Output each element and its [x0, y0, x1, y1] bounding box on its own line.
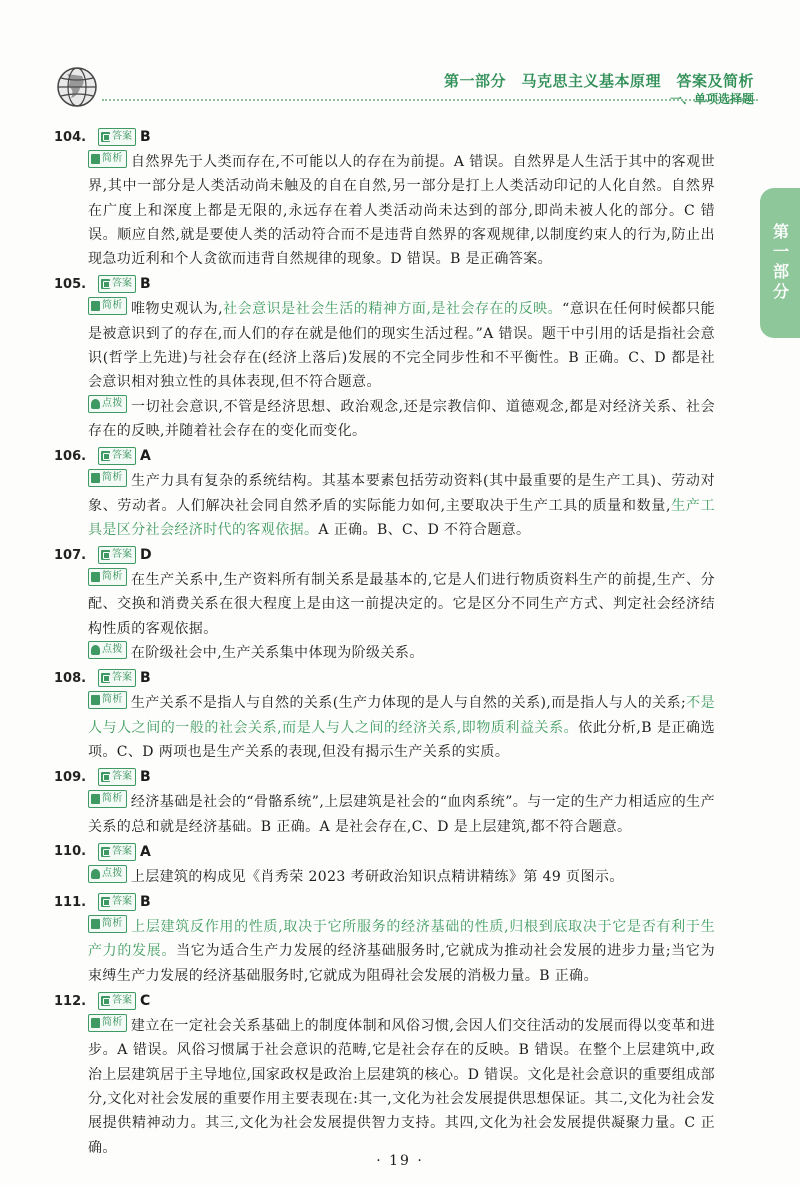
answer-tag: 答案: [98, 447, 136, 465]
analysis-tag: 简析: [88, 568, 127, 586]
answer-letter: A: [140, 843, 151, 860]
pencil-icon: [101, 451, 110, 461]
analysis-tag: 简析: [88, 691, 127, 709]
answer-letter: C: [140, 993, 151, 1010]
pencil-icon: [101, 550, 110, 560]
question-106: [54, 443, 715, 542]
tip-tag: 点拨: [88, 641, 127, 659]
tip-text: 点拨 上层建筑的构成见《肖秀荣 2023 考研政治知识点精讲精练》第 49 页图示。: [88, 865, 715, 889]
tip-text: 点拨 在阶级社会中,生产关系集中体现为阶级关系。: [88, 641, 715, 665]
question-112: [54, 988, 715, 1160]
question-105: [54, 271, 715, 443]
answer-tag: 答案: [98, 893, 136, 911]
question-104: [54, 124, 715, 271]
analysis-text: 简析 在生产关系中,生产资料所有制关系是最基本的,它是人们进行物质资料生产的前提,生产、分配、交换和消费关系在很大程度上是由这一前提决定的。它是区分不同生产方式、判定社会经济结构性质的客观依据。: [88, 568, 715, 641]
header-title: 第一部分 马克思主义基本原理 答案及简析: [443, 72, 754, 90]
analysis-text: 简析 建立在一定社会关系基础上的制度体制和风俗习惯,会因人们交往活动的发展而得以变革和进步。A 错误。风俗习惯属于社会意识的范畴,它是社会存在的反映。B 错误。在整个上层建筑中,政治上层建筑居于主导地位,国家政权是政治上层建筑的核心。D 错误。文化是社会意识的重要组成部分,文化对社会发展的重要作用主要表现在:其一,文化为社会发展提供思想保证。其二,文化为社会发展提供精神动力。其三,文化为社会发展提供智力支持。其四,文化为社会发展提供凝聚力量。C 正确。: [88, 1014, 715, 1160]
question-number: 107.: [54, 547, 87, 563]
lightbulb-icon: [91, 399, 100, 409]
question-number: 106.: [54, 448, 87, 464]
question-number: 112.: [54, 993, 87, 1009]
highlight-text: 社会意识是社会生活的精神方面,是社会存在的反映。: [222, 301, 563, 318]
pencil-icon: [101, 279, 110, 289]
analysis-text: 简析 生产关系不是指人与自然的关系(生产力体现的是人与自然的关系),而是指人与人的关系;不是人与人之间的一般的社会关系,而是人与人之间的经济关系,即物质利益关系。依此分析,B 是正确选项。C、D 两项也是生产关系的表现,但没有揭示生产关系的实质。: [88, 691, 715, 764]
analysis-text: 简析 上层建筑反作用的性质,取决于它所服务的经济基础的性质,归根到底取决于它是否有利于生产力的发展。当它为适合生产力发展的经济基础服务时,它就成为推动社会发展的进步力量;当它为束缚生产力发展的经济基础服务时,它就成为阻碍社会发展的消极力量。B 正确。: [88, 915, 715, 988]
pencil-icon: [101, 996, 110, 1006]
pencil-icon: [101, 772, 110, 782]
question-number: 110.: [54, 844, 87, 860]
answer-tag: 答案: [98, 275, 136, 293]
book-icon: [91, 1018, 100, 1028]
answer-tag: 答案: [98, 546, 136, 564]
question-number: 109.: [54, 769, 87, 785]
question-109: [54, 764, 715, 839]
book-icon: [91, 794, 100, 804]
analysis-text: 简析 唯物史观认为,社会意识是社会生活的精神方面,是社会存在的反映。“意识在任何时候都只能是被意识到了的存在,而人们的存在就是他们的现实生活过程。”A 错误。题干中引用的话是指社会意识(哲学上先进)与社会存在(经济上落后)发展的不完全同步性和不平衡性。B 正确。C、D 都是社会意识相对独立性的具体表现,但不符合题意。: [88, 297, 715, 394]
question-107: [54, 542, 715, 665]
answer-letter: B: [140, 276, 151, 293]
answer-tag: 答案: [98, 669, 136, 687]
question-number: 111.: [54, 894, 87, 910]
highlight-text: 生产工具是区分社会经济时代的客观依据。: [88, 497, 715, 538]
lightbulb-icon: [91, 645, 100, 655]
answer-tag: 答案: [98, 992, 136, 1010]
pencil-icon: [101, 897, 110, 907]
answer-letter: B: [140, 670, 151, 687]
pencil-icon: [101, 847, 110, 857]
analysis-tag: 简析: [88, 297, 127, 315]
lightbulb-icon: [91, 869, 100, 879]
book-icon: [91, 572, 100, 582]
page-number: · 19 ·: [376, 1153, 424, 1169]
tip-tag: 点拨: [88, 395, 127, 413]
book-icon: [91, 154, 100, 164]
answer-list: [54, 124, 716, 1160]
analysis-tag: 简析: [88, 150, 127, 168]
question-number: 104.: [54, 129, 87, 145]
analysis-text: 简析 经济基础是社会的“骨骼系统”,上层建筑是社会的“血肉系统”。与一定的生产力相适应的生产关系的总和就是经济基础。B 正确。A 是社会存在,C、D 是上层建筑,都不符合题意。: [88, 790, 715, 839]
tip-tag: 点拨: [88, 865, 127, 883]
answer-letter: A: [140, 448, 151, 465]
highlight-text: 不是人与人之间的一般的社会关系,而是人与人之间的经济关系,即物质利益关系。: [88, 695, 715, 736]
header-divider: [102, 99, 758, 101]
answer-letter: D: [140, 547, 152, 564]
question-110: [54, 839, 715, 889]
answer-letter: B: [140, 769, 151, 786]
section-side-tab: 第一部分: [760, 188, 800, 338]
book-icon: [91, 695, 100, 705]
answer-tag: 答案: [98, 768, 136, 786]
analysis-text: 简析 自然界先于人类而存在,不可能以人的存在为前提。A 错误。自然界是人生活于其中的客观世界,其中一部分是人类活动尚未触及的自在自然,另一部分是打上人类活动印记的人化自然。自然界在广度上和深度上都是无限的,永远存在着人类活动尚未达到的部分,即尚未被人化的部分。C 错误。顺应自然,就是要使人类的活动符合而不是违背自然界的客观规律,以制度约束人的行为,防止出现急功近利和个人贪欲而违背自然规律的现象。D 错误。B 是正确答案。: [88, 150, 715, 271]
pencil-icon: [101, 673, 110, 683]
analysis-tag: 简析: [88, 1014, 127, 1032]
answer-letter: B: [140, 894, 151, 911]
analysis-tag: 简析: [88, 790, 127, 808]
analysis-tag: 简析: [88, 469, 127, 487]
pencil-icon: [101, 132, 110, 142]
tip-text: 点拨 一切社会意识,不管是经济思想、政治观念,还是宗教信仰、道德观念,都是对经济关系、社会存在的反映,并随着社会存在的变化而变化。: [88, 395, 715, 444]
question-111: [54, 889, 715, 988]
header-subtitle: 一、单项选择题: [669, 92, 754, 106]
book-icon: [91, 301, 100, 311]
answer-tag: 答案: [98, 843, 136, 861]
book-icon: [91, 473, 100, 483]
answer-letter: B: [140, 129, 151, 145]
question-number: 108.: [54, 670, 87, 686]
question-108: [54, 665, 716, 764]
question-number: 105.: [54, 276, 87, 292]
answer-tag: 答案: [98, 128, 136, 146]
highlight-text: 上层建筑反作用的性质,取决于它所服务的经济基础的性质,归根到底取决于它是否有利于生产力的发展。: [88, 919, 715, 960]
analysis-text: 简析 生产力具有复杂的系统结构。其基本要素包括劳动资料(其中最重要的是生产工具)、劳动对象、劳动者。人们解决社会同自然矛盾的实际能力如何,主要取决于生产工具的质量和数量,生产工具是区分社会经济时代的客观依据。A 正确。B、C、D 不符合题意。: [88, 469, 715, 542]
book-icon: [91, 919, 100, 929]
analysis-tag: 简析: [88, 915, 127, 933]
globe-logo-icon: [56, 66, 98, 108]
